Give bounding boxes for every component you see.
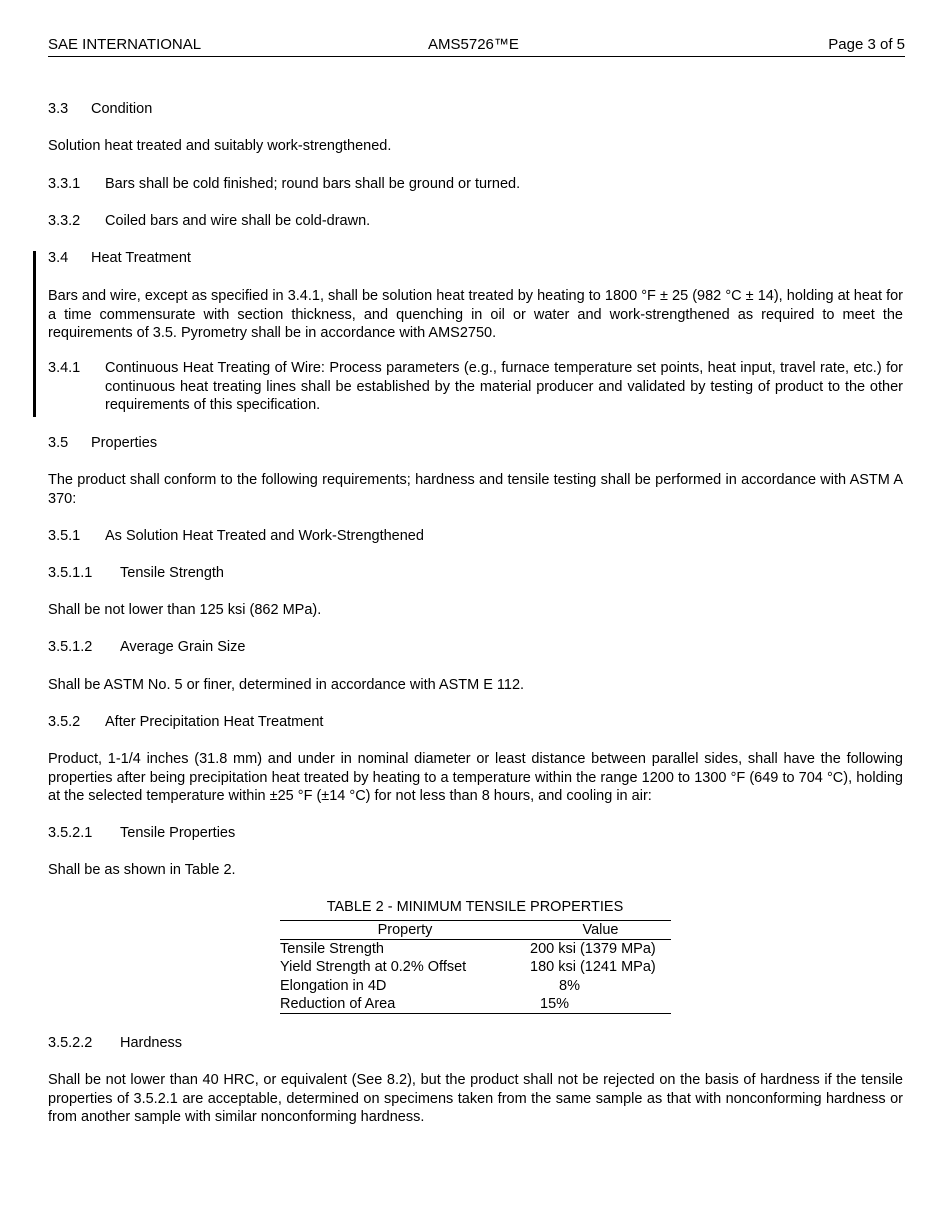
section-3-3-number: 3.3 (48, 101, 69, 117)
table-row (280, 995, 671, 1014)
section-3-3-2-number: 3.3.2 (48, 213, 81, 229)
section-3-5-2-title: After Precipitation Heat Treatment (105, 714, 324, 730)
header-organization: SAE INTERNATIONAL (48, 36, 202, 53)
section-3-4-title: Heat Treatment (91, 250, 191, 266)
header-page-number: Page 3 of 5 (828, 36, 905, 53)
section-3-5-1-2-title: Average Grain Size (120, 639, 246, 655)
table-cell-property: Tensile Strength (280, 941, 384, 957)
section-3-4-1-text: Continuous Heat Treating of Wire: Process parameters (e.g., furnace temperature set points, heat input, travel rate, etc.) for continuous heat treating lines shall be established by the material producer and validated by testing of product to the other requirements of this specification. (105, 360, 903, 413)
table-cell-value: 180 ksi (1241 MPa) (530, 959, 656, 976)
table-cell-value: 8% (559, 977, 580, 994)
table-cell-value: 200 ksi (1379 MPa) (530, 941, 656, 957)
table-2 (280, 920, 671, 1014)
section-3-5-title: Properties (91, 435, 158, 451)
section-3-3-paragraph: Solution heat treated and suitably work-strengthened. (48, 138, 392, 154)
section-3-5-number: 3.5 (48, 435, 69, 451)
table-cell-property: Yield Strength at 0.2% Offset (280, 959, 467, 976)
section-3-5-1-1-number: 3.5.1.1 (48, 565, 93, 581)
section-3-5-2-1-title: Tensile Properties (120, 825, 236, 841)
table-cell-value: 15% (530, 995, 671, 1014)
section-3-5-1-title: As Solution Heat Treated and Work-Strengthened (105, 528, 424, 544)
section-3-5-2-paragraph: Product, 1-1/4 inches (31.8 mm) and under in nominal diameter or least distance between parallel sides, shall have the following properties after being precipitation heat treated by heating to a temperature within the range 1200 to 1300 °F (649 to 704 °C), holding at the selected temperature within ±25 °F (±14 °C) for not less than 8 hours, and cooling in air: (48, 751, 903, 804)
section-3-3-2-text: Coiled bars and wire shall be cold-drawn. (105, 213, 371, 229)
section-3-5-2-1-number: 3.5.2.1 (48, 825, 93, 841)
section-3-5-2-number: 3.5.2 (48, 714, 81, 730)
table-row (280, 958, 671, 976)
section-3-5-1-1-title: Tensile Strength (120, 565, 224, 581)
table-header-value: Value (530, 921, 671, 940)
revision-change-bar (33, 251, 36, 417)
section-3-5-2-2-title: Hardness (120, 1035, 183, 1051)
section-3-3-1-number: 3.3.1 (48, 176, 81, 192)
section-3-4-number: 3.4 (48, 250, 69, 266)
section-3-4-paragraph: Bars and wire, except as specified in 3.4.1, shall be solution heat treated by heating to 1800 °F ± 25 (982 °C ± 14), holding at heat for a time commensurate with section thickness, and quenching in oil or water and work-strengthened as required to meet the requirements of 3.5. Pyrometry shall be in accordance with AMS2750. (48, 288, 903, 341)
table-header-property: Property (280, 921, 530, 940)
section-3-5-1-2-paragraph: Shall be ASTM No. 5 or finer, determined in accordance with ASTM E 112. (48, 677, 525, 693)
section-3-5-1-number: 3.5.1 (48, 528, 81, 544)
section-3-5-1-2-number: 3.5.1.2 (48, 639, 93, 655)
section-3-5-2-2-paragraph: Shall be not lower than 40 HRC, or equivalent (See 8.2), but the product shall not be rejected on the basis of hardness if the tensile properties of 3.5.2.1 are acceptable, determined on specimens taken from the same sample as that with nonconforming hardness or from another sample with similar nonconforming hardness. (48, 1072, 903, 1125)
section-3-5-2-1-paragraph: Shall be as shown in Table 2. (48, 862, 236, 878)
header-rule (48, 56, 905, 57)
section-3-3-title: Condition (91, 101, 153, 117)
table-cell-property: Elongation in 4D (280, 977, 387, 994)
section-3-4-1-number: 3.4.1 (48, 360, 81, 376)
header-document-id: AMS5726™E (428, 36, 519, 53)
table-header-row (280, 921, 671, 940)
table-row (280, 940, 671, 959)
table-row (280, 977, 671, 995)
section-3-3-1-text: Bars shall be cold finished; round bars shall be ground or turned. (105, 176, 521, 192)
section-3-5-2-2-number: 3.5.2.2 (48, 1035, 93, 1051)
table-2-caption: TABLE 2 - MINIMUM TENSILE PROPERTIES (326, 899, 624, 915)
section-3-5-1-1-paragraph: Shall be not lower than 125 ksi (862 MPa). (48, 602, 322, 618)
section-3-5-paragraph: The product shall conform to the following requirements; hardness and tensile testing shall be performed in accordance with ASTM A 370: (48, 472, 903, 507)
table-cell-property: Reduction of Area (280, 995, 530, 1014)
